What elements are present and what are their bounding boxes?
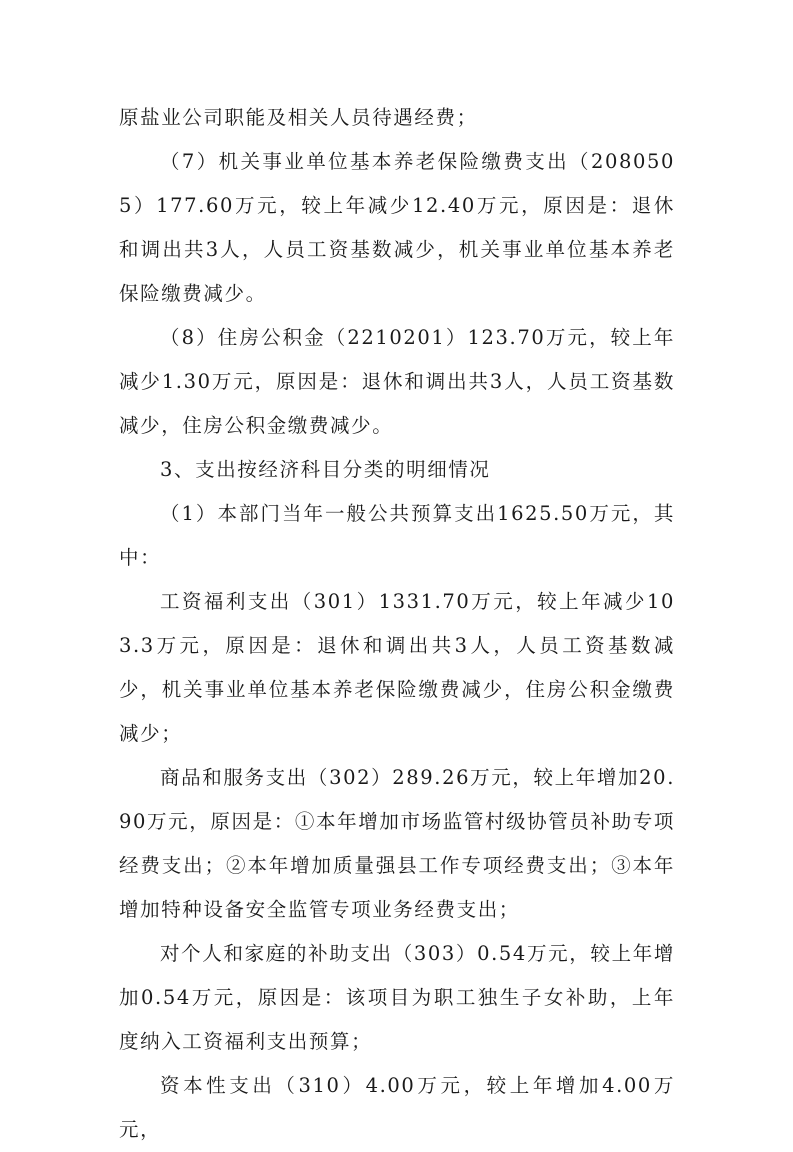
paragraph-general-budget-total: （1）本部门当年一般公共预算支出1625.50万元，其中： (119, 502, 675, 569)
section-heading-economic-classification: 3、支出按经济科目分类的明细情况 (160, 458, 491, 481)
paragraph-capital-expenditure: 资本性支出（310）4.00万元，较上年增加4.00万元， (119, 1074, 675, 1141)
paragraph-continuation: 原盐业公司职能及相关人员待遇经费； (119, 106, 478, 129)
paragraph-item-8-housing-fund: （8）住房公积金（2210201）123.70万元，较上年减少1.30万元，原因是：退休和调出共3人，人员工资基数减少，住房公积金缴费减少。 (119, 326, 675, 437)
paragraph-household-subsidy: 对个人和家庭的补助支出（303）0.54万元，较上年增加0.54万元，原因是：该项目为职工独生子女补助，上年度纳入工资福利支出预算； (119, 942, 675, 1053)
paragraph-wage-welfare: 工资福利支出（301）1331.70万元，较上年减少103.3万元，原因是：退休和调出共3人，人员工资基数减少，机关事业单位基本养老保险缴费减少，住房公积金缴费减少； (119, 590, 675, 745)
paragraph-goods-services: 商品和服务支出（302）289.26万元，较上年增加20.90万元，原因是：①本年增加市场监管村级协管员补助专项经费支出；②本年增加质量强县工作专项经费支出；③本年增加特种设备安全监管专项业务经费支出； (119, 766, 675, 921)
paragraph-item-7-pension: （7）机关事业单位基本养老保险缴费支出（2080505）177.60万元，较上年减少12.40万元，原因是：退休和调出共3人，人员工资基数减少，机关事业单位基本养老保险缴费减少。 (119, 150, 675, 305)
document-body (119, 96, 675, 1152)
